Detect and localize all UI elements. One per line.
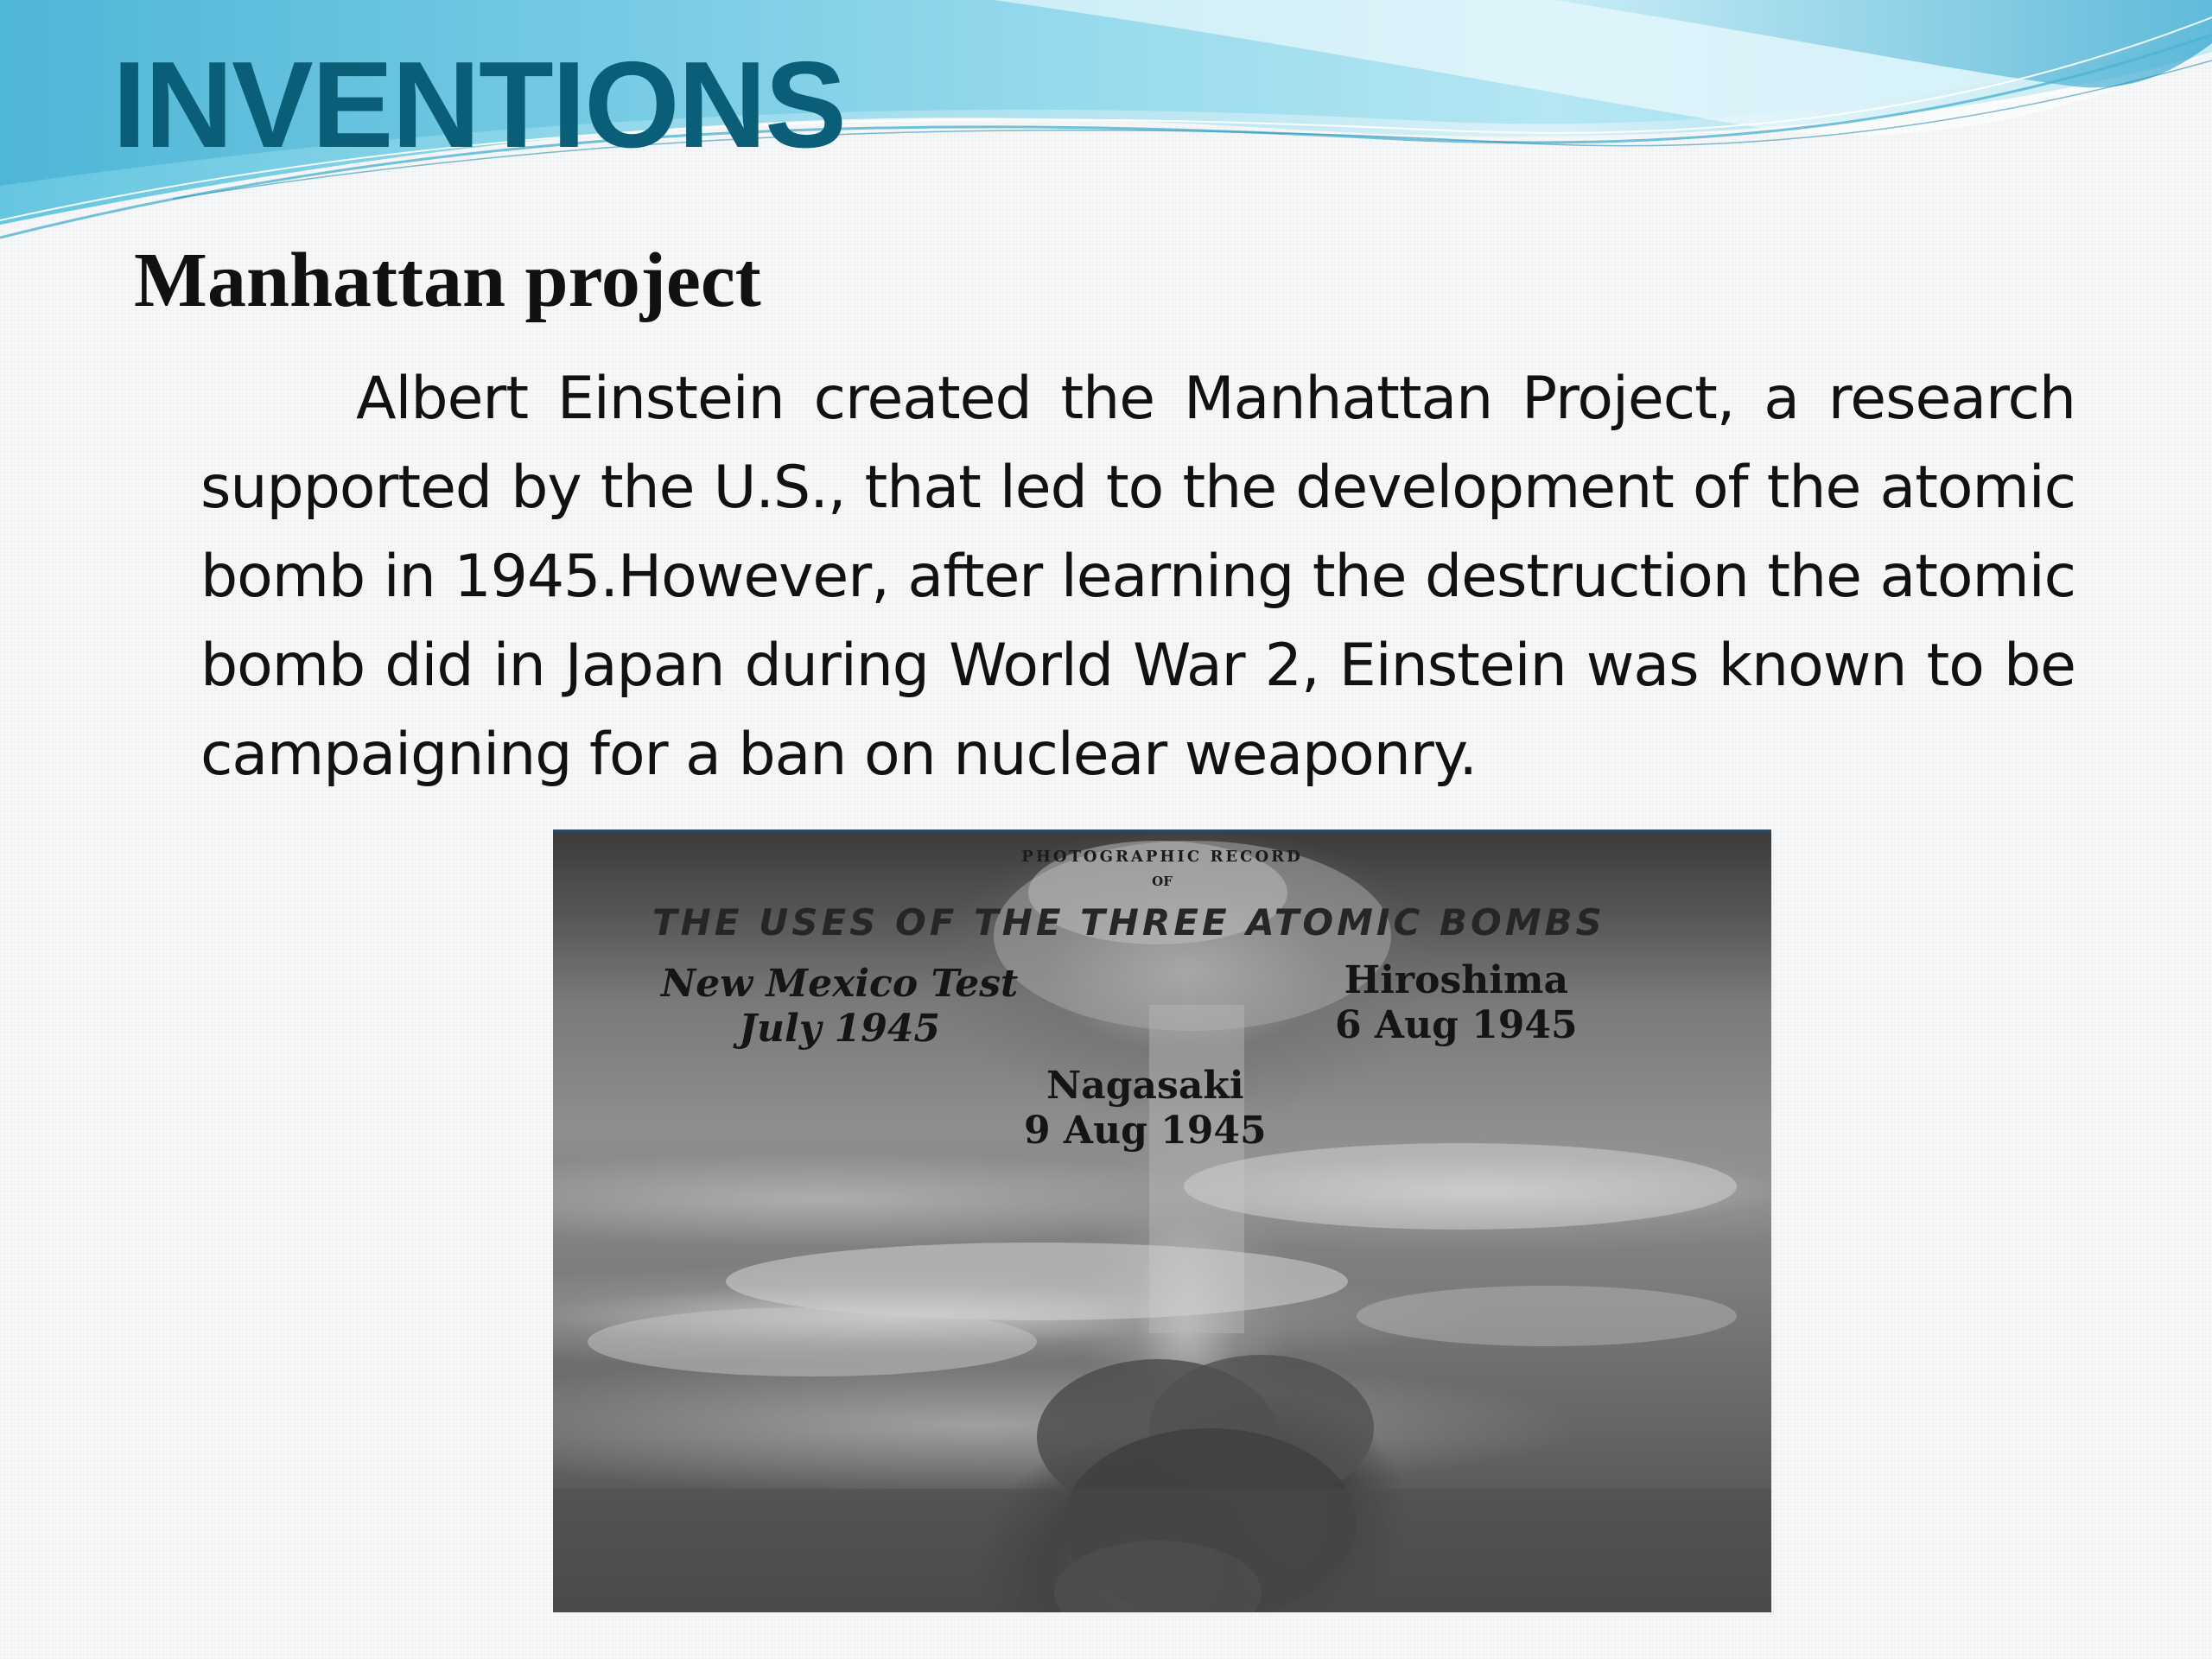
new-mexico-date: July 1945 (739, 1007, 941, 1051)
photo-record-line: PHOTOGRAPHIC RECORD (1021, 848, 1303, 866)
mushroom-cloud-graphic (553, 832, 1771, 1612)
nagasaki-date: 9 Aug 1945 (1024, 1109, 1267, 1153)
section-heading: Manhattan project (134, 238, 761, 323)
new-mexico-name: New Mexico Test (661, 962, 1019, 1006)
photo-of-line: OF (1152, 874, 1173, 889)
nagasaki-caption (1024, 1064, 1267, 1154)
body-paragraph: Albert Einstein created the Manhattan Project, a research supported by the U.S., that led to the development of the atomic bomb in 1945.However, after learning the destruction the atomic bomb did in Japan during World War 2, Einstein was known to be campaigning for a ban on nuclear weaponry. (200, 365, 2075, 789)
hiroshima-date: 6 Aug 1945 (1335, 1003, 1578, 1047)
photo-heading: THE USES OF THE THREE ATOMIC BOMBS (652, 901, 1605, 944)
slide-title: INVENTIONS (112, 36, 845, 174)
new-mexico-caption (661, 962, 1018, 1052)
hiroshima-caption (1335, 958, 1578, 1048)
atomic-bomb-photo (553, 830, 1771, 1612)
nagasaki-name: Nagasaki (1046, 1064, 1244, 1108)
hiroshima-name: Hiroshima (1344, 958, 1568, 1002)
